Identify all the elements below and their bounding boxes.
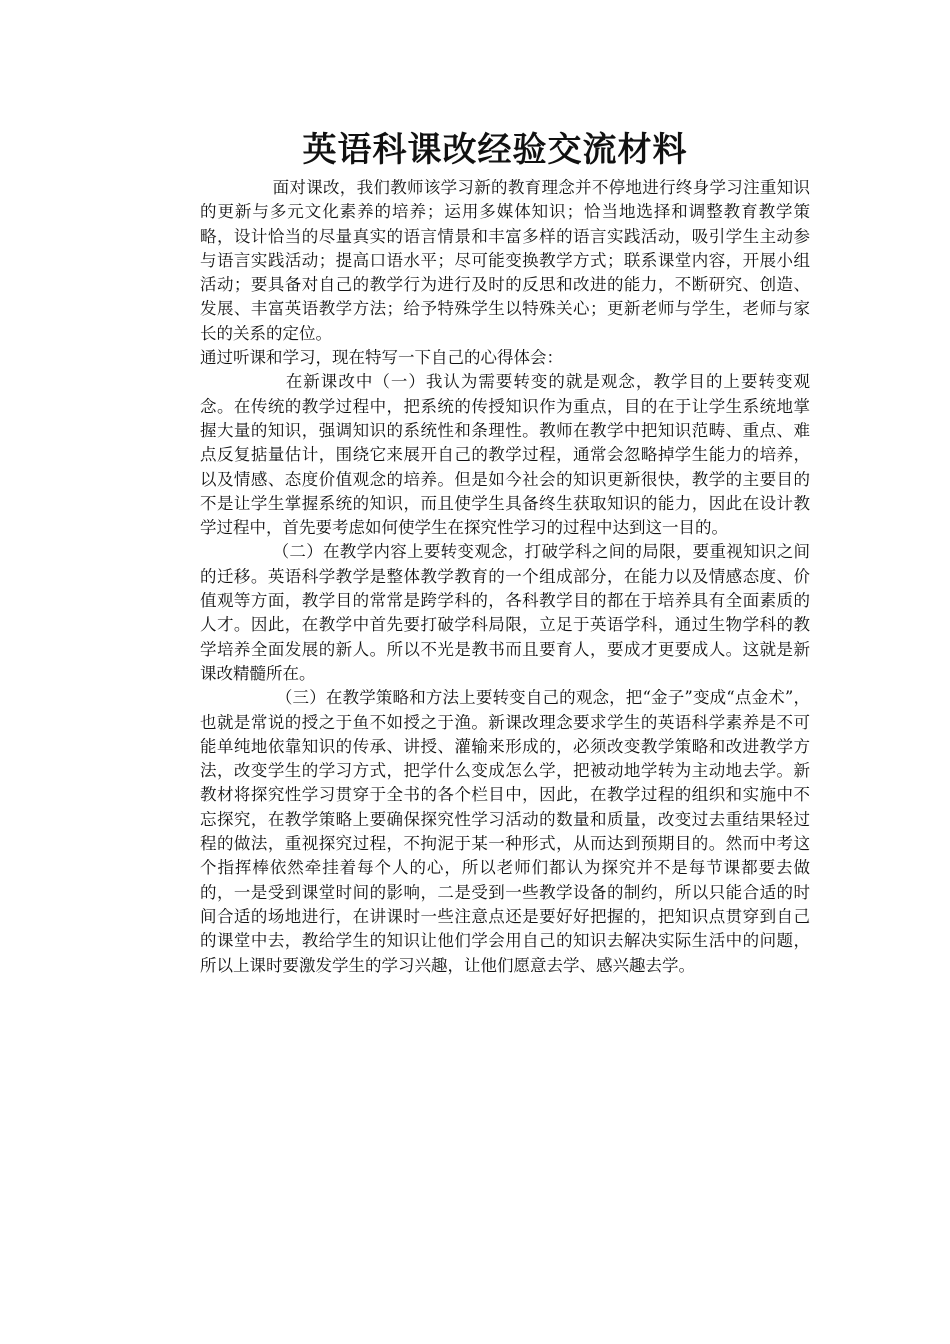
paragraph-point-two: （二）在教学内容上要转变观念，打破学科之间的局限，要重视知识之间的迁移。英语科学教学是整体教学教育的一个组成部分，在能力以及情感态度、价值观等方面，教学目的常常是跨学科的，各科教学目的都在于培养具有全面素质的人才。因此，在教学中首先要打破学科局限，立足于英语学科，通过生物学科的教学培养全面发展的新人。所以不光是教书而且要育人，要成才更要成人。这就是新课改精髓所在。 <box>200 542 810 683</box>
paragraph-intro: 面对课改，我们教师该学习新的教育理念并不停地进行终身学习注重知识的更新与多元文化素养的培养；运用多媒体知识；恰当地选择和调整教育教学策略，设计恰当的尽量真实的语言情景和丰富多样的语言实践活动，吸引学生主动参与语言实践活动；提高口语水平；尽可能变换教学方式；联系课堂内容，开展小组活动；要具备对自己的教学行为进行及时的反思和改进的能力，不断研究、创造、发展、丰富英语教学方法；给予特殊学生以特殊关心；更新老师与学生，老师与家长的关系的定位。 <box>200 178 810 343</box>
document-body <box>200 176 810 978</box>
document-title: 英语科课改经验交流材料 <box>302 130 688 170</box>
paragraph-point-one: 在新课改中（一）我认为需要转变的就是观念，教学目的上要转变观念。在传统的教学过程中，把系统的传授知识作为重点，目的在于让学生系统地掌握大量的知识，强调知识的系统性和条理性。教师在教学中把知识范畴、重点、难点反复掂量估计，围绕它来展开自己的教学过程，通常会忽略掉学生能力的培养，以及情感、态度价值观念的培养。但是如今社会的知识更新很快，教学的主要目的不是让学生掌握系统的知识，而且使学生具备终生获取知识的能力，因此在设计教学过程中，首先要考虑如何使学生在探究性学习的过程中达到这一目的。 <box>200 372 810 538</box>
paragraph-lead-in: 通过听课和学习，现在特写一下自己的心得体会： <box>200 348 563 368</box>
paragraph-point-three: （三）在教学策略和方法上要转变自己的观念，把“金子”变成“点金术”，也就是常说的授之于鱼不如授之于渔。新课改理念要求学生的英语科学素养是不可能单纯地依靠知识的传承、讲授、灌输来形成的，必须改变教学策略和改进教学方法，改变学生的学习方式，把学什么变成怎么学，把被动地学转为主动地去学。新教材将探究性学习贯穿于全书的各个栏目中，因此，在教学过程的组织和实施中不忘探究，在教学策略上要确保探究性学习活动的数量和质量，改变过去重结果轻过程的做法，重视探究过程，不拘泥于某一种形式，从而达到预期目的。然而中考这个指挥棒依然牵挂着每个人的心，所以老师们都认为探究并不是每节课都要去做的，一是受到课堂时间的影响，二是受到一些教学设备的制约，所以只能合适的时间合适的场地进行，在讲课时一些注意点还是要好好把握的，把知识点贯穿到自己的课堂中去，教给学生的知识让他们学会用自己的知识去解决实际生活中的问题，所以上课时要激发学生的学习兴趣，让他们愿意去学、感兴趣去学。 <box>200 688 810 975</box>
